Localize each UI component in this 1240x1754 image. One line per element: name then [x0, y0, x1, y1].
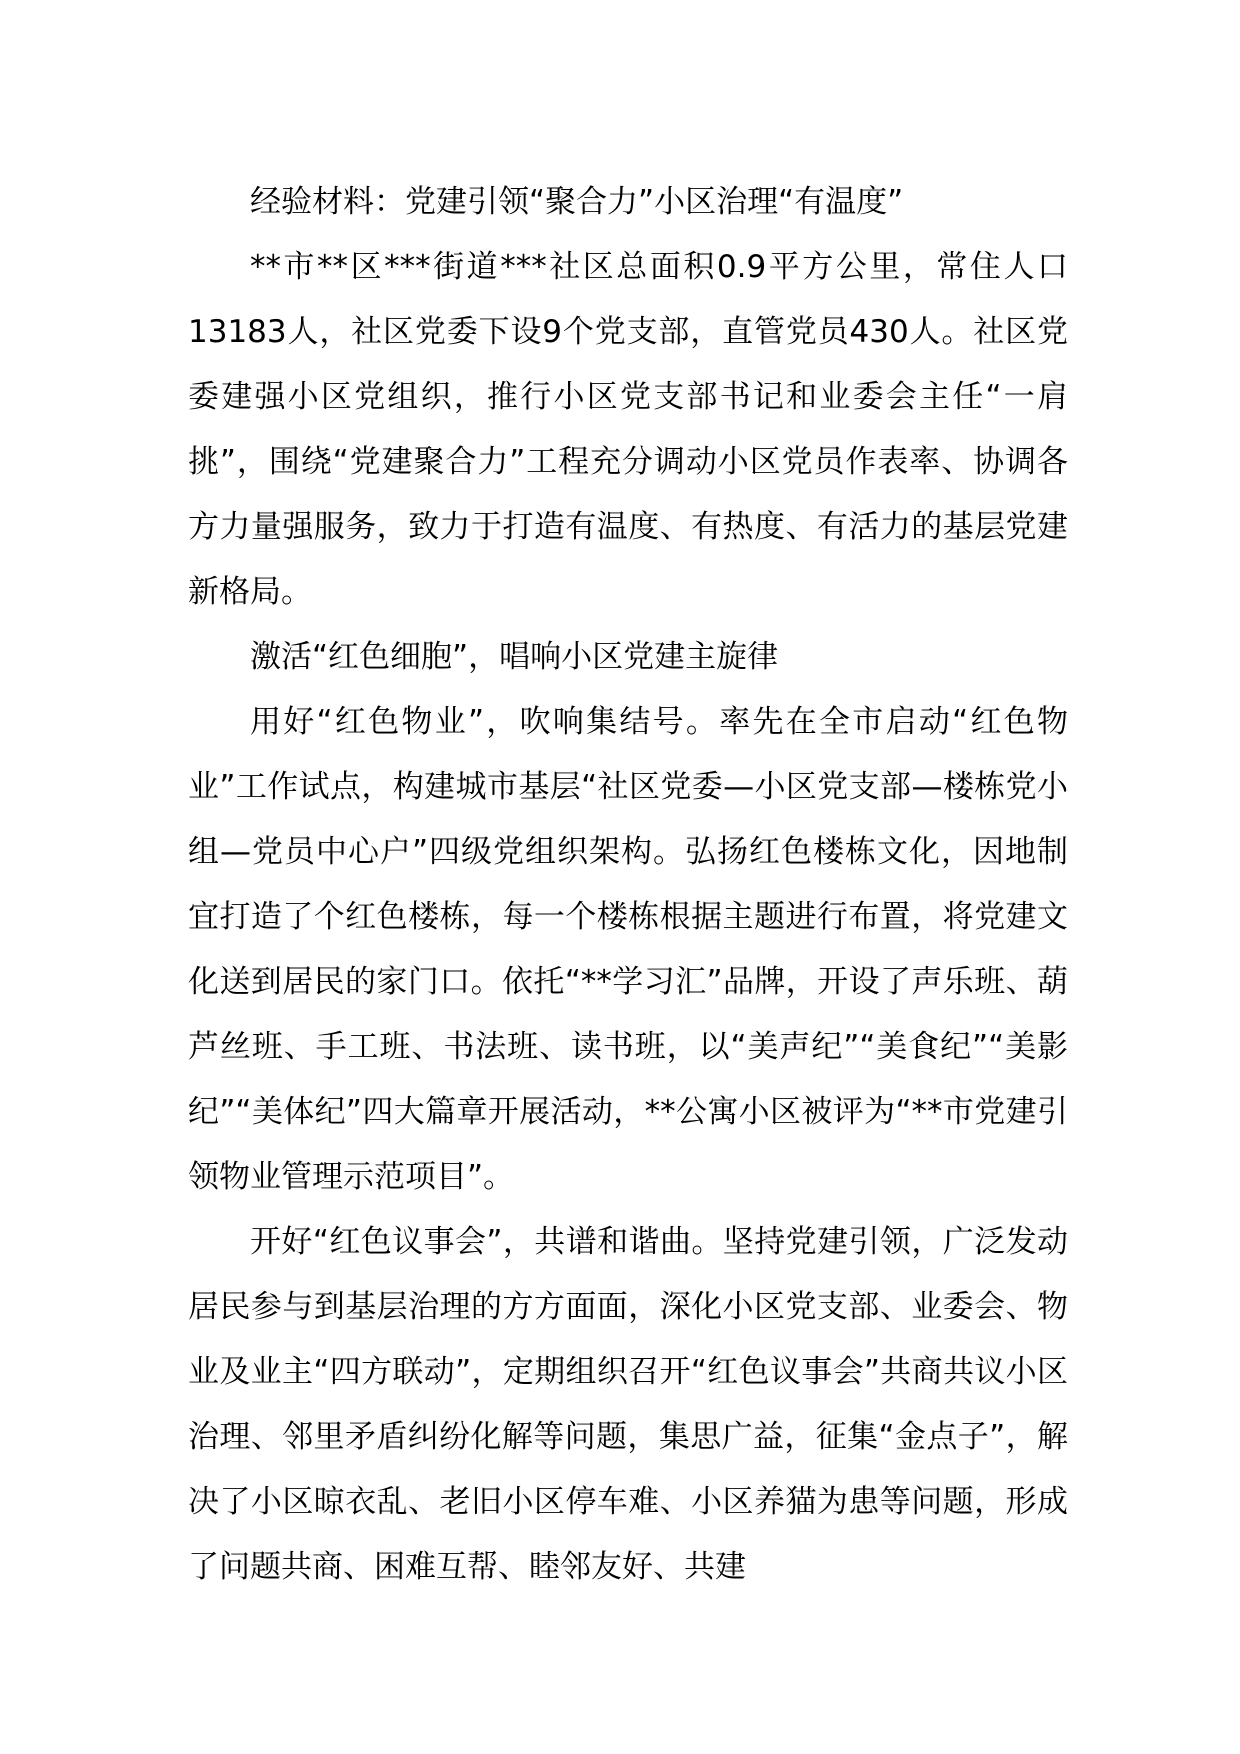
paragraph-community-overview: **市**区***街道***社区总面积0.9平方公里，常住人口13183人，社区党委下设9个党支部，直管党员430人。社区党委建强小区党组织，推行小区党支部书记和业委会主任“一肩挑”，围绕“党建聚合力”工程充分调动小区党员作表率、协调各方力量强服务，致力于打造有温度、有热度、有活力的基层党建新格局。	[188, 249, 1068, 610]
document-body	[188, 170, 1068, 1600]
paragraph-red-property: 用好“红色物业”，吹响集结号。率先在全市启动“红色物业”工作试点，构建城市基层“社区党委—小区党支部—楼栋党小组—党员中心户”四级党组织架构。弘扬红色楼栋文化，因地制宜打造了个红色楼栋，每一个楼栋根据主题进行布置，将党建文化送到居民的家门口。依托“**学习汇”品牌，开设了声乐班、葫芦丝班、手工班、书法班、读书班，以“美声纪”“美食纪”“美影纪”“美体纪”四大篇章开展活动，**公寓小区被评为“**市党建引领物业管理示范项目”。	[188, 704, 1068, 1195]
section-heading-red-cells: 激活“红色细胞”，唱响小区党建主旋律	[250, 639, 779, 675]
document-title: 经验材料：党建引领“聚合力”小区治理“有温度”	[250, 184, 904, 220]
paragraph-red-council: 开好“红色议事会”，共谱和谐曲。坚持党建引领，广泛发动居民参与到基层治理的方方面面，深化小区党支部、业委会、物业及业主“四方联动”，定期组织召开“红色议事会”共商共议小区治理、邻里矛盾纠纷化解等问题，集思广益，征集“金点子”，解决了小区晾衣乱、老旧小区停车难、小区养猫为患等问题，形成了问题共商、困难互帮、睦邻友好、共建	[188, 1224, 1068, 1585]
